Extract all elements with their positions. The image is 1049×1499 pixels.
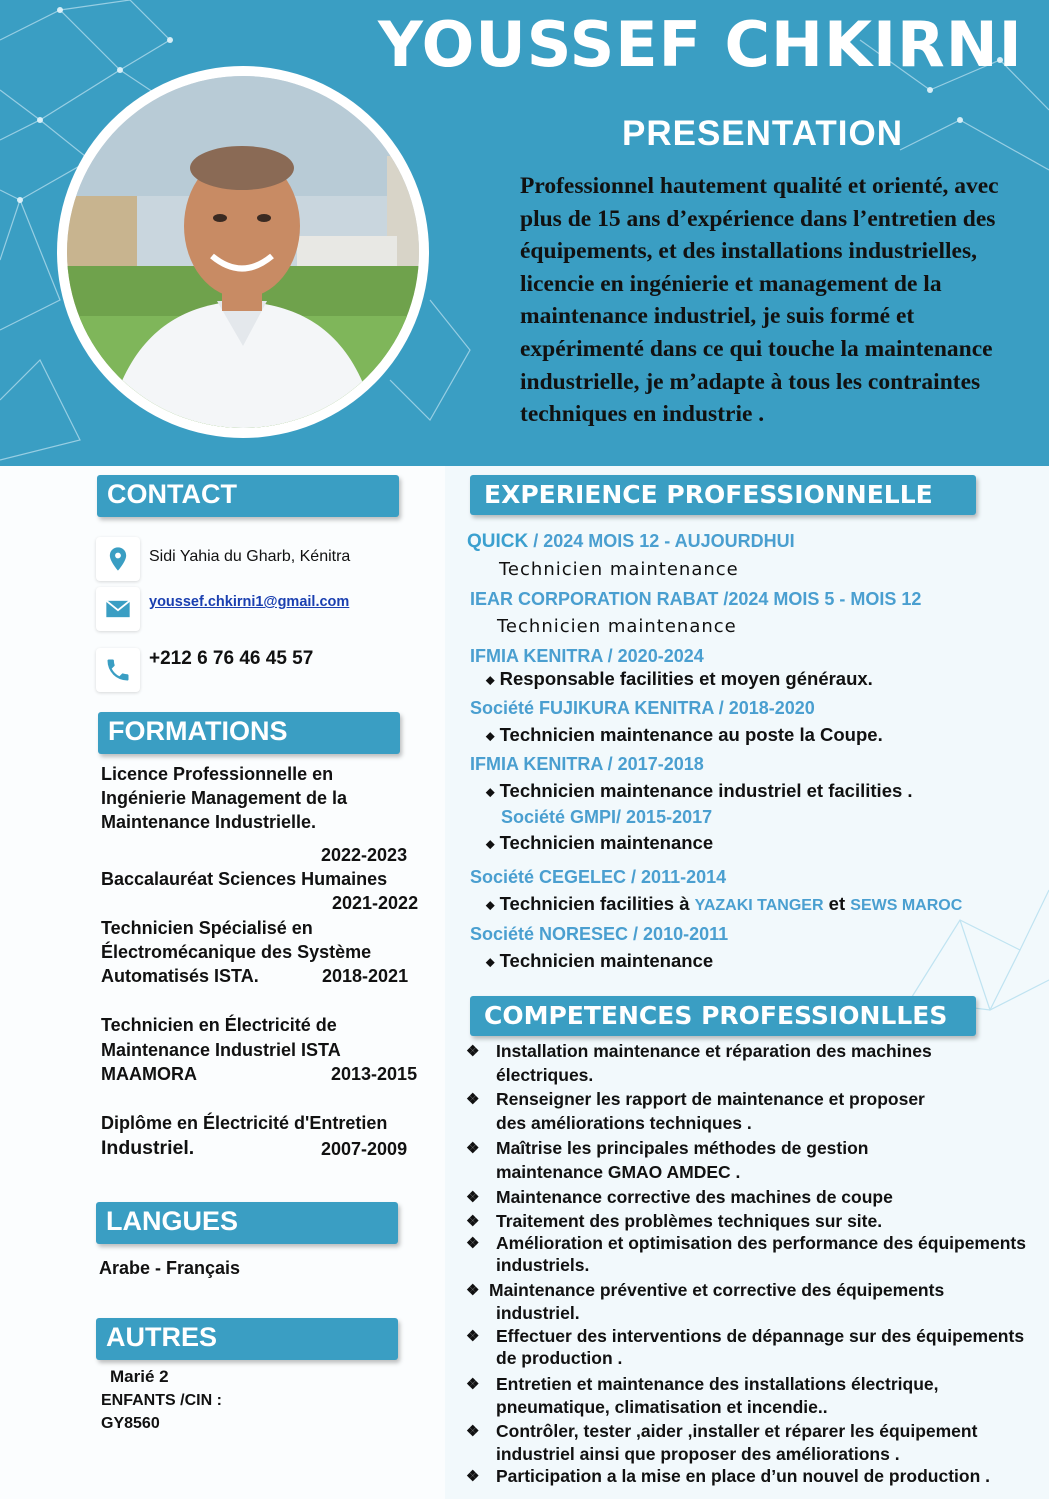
experience-role: ◆ Technicien facilities à YAZAKI TANGER et SEWS MAROC	[486, 893, 963, 914]
formation-line: Technicien Spécialisé en	[101, 918, 313, 938]
experience-role: ◆ Technicien maintenance	[486, 832, 714, 853]
experience-heading: IFMIA KENITRA / 2020-2024	[470, 646, 704, 666]
competence-text: Traitement des problèmes techniques sur site.	[496, 1211, 883, 1231]
diamond-bullet-icon: ❖	[466, 1189, 480, 1206]
contact-phone: +212 6 76 46 45 57	[149, 648, 314, 669]
presentation-line: industrielle, je m’adapte à tous les contraintes	[520, 368, 981, 395]
competences-title-text: COMPETENCES PROFESSIONLLES	[484, 1001, 948, 1030]
autres-line: Marié 2	[110, 1367, 169, 1386]
formation-line: Licence Professionnelle en	[101, 764, 334, 784]
location-pin-icon	[96, 537, 140, 581]
competence-text: Contrôler, tester ,aider ,installer et réparer les équipement	[496, 1421, 978, 1441]
phone-icon	[96, 648, 140, 692]
competence-text: Entretien et maintenance des installations électrique,	[496, 1374, 939, 1394]
diamond-bullet-icon: ❖	[466, 1140, 480, 1157]
role-text: Technicien maintenance	[499, 950, 714, 971]
experience-role: ◆ Technicien maintenance	[486, 950, 714, 971]
experience-heading	[467, 531, 795, 553]
company-name: QUICK	[467, 531, 529, 552]
formation-year: 2018-2021	[322, 966, 409, 986]
presentation-line: plus de 15 ans d’expérience dans l’entretien des	[520, 205, 996, 232]
formations-section-title	[98, 712, 400, 754]
formation-line: Maintenance Industrielle.	[101, 812, 317, 832]
contact-address: Sidi Yahia du Gharb, Kénitra	[149, 548, 351, 565]
experience-title-text: EXPERIENCE PROFESSIONNELLE	[484, 480, 933, 509]
competence-text: Maintenance corrective des machines de coupe	[496, 1187, 893, 1207]
competence-text: Effectuer des interventions de dépannage sur des équipements	[496, 1326, 1025, 1346]
contact-email-link[interactable]: youssef.chkirni1@gmail.com	[149, 594, 350, 610]
experience-role: ◆ Technicien maintenance industriel et facilities .	[486, 780, 913, 801]
formation-line: Maintenance Industriel ISTA	[101, 1040, 341, 1060]
experience-section-title	[470, 475, 976, 515]
competence-text: Participation a la mise en place d’un nouvel de production .	[496, 1466, 990, 1486]
formation-line: Technicien en Électricité de	[101, 1015, 337, 1035]
presentation-line: maintenance industriel, je suis formé et	[520, 303, 915, 330]
competence-text: des améliorations techniques .	[496, 1113, 752, 1133]
autres-line: GY8560	[101, 1415, 160, 1432]
company-highlight: SEWS MAROC	[850, 897, 963, 914]
role-text: et	[823, 893, 851, 914]
competence-text: industriels.	[496, 1255, 590, 1275]
competence-text: électriques.	[496, 1065, 594, 1085]
competence-text: industriel ainsi que proposer des améliorations .	[496, 1444, 900, 1464]
experience-heading: IFMIA KENITRA / 2017-2018	[470, 754, 704, 774]
competence-text: maintenance GMAO AMDEC .	[496, 1162, 741, 1182]
langues-section-title	[96, 1202, 398, 1244]
presentation-title: PRESENTATION	[622, 114, 903, 153]
company-highlight: YAZAKI TANGER	[694, 897, 824, 914]
experience-heading: IEAR CORPORATION RABAT /2024 MOIS 5 - MOIS 12	[470, 589, 922, 609]
competence-text: Maintenance préventive et corrective des équipements	[489, 1280, 945, 1300]
experience-role: Technicien maintenance	[499, 559, 739, 580]
formation-line: Ingénierie Management de la	[101, 788, 348, 808]
formation-line: Baccalauréat Sciences Humaines	[101, 869, 388, 889]
presentation-line: équipements, et des installations industrielles,	[520, 238, 977, 265]
role-text: Technicien facilities à	[499, 893, 695, 914]
autres-title-text: AUTRES	[106, 1322, 218, 1352]
presentation-line: expérimenté dans ce qui touche la maintenance	[520, 335, 993, 362]
formation-line: Diplôme en Électricité d'Entretien	[101, 1113, 388, 1133]
experience-heading: Société GMPI/ 2015-2017	[501, 807, 713, 827]
diamond-bullet-icon: ❖	[466, 1376, 480, 1393]
role-text: Responsable facilities et moyen généraux.	[499, 668, 873, 689]
experience-heading: Société CEGELEC / 2011-2014	[470, 867, 727, 887]
presentation-text	[520, 170, 1049, 431]
diamond-bullet-icon: ❖	[466, 1468, 480, 1485]
diamond-bullet-icon: ❖	[466, 1328, 480, 1345]
formations-title-text: FORMATIONS	[108, 716, 288, 746]
experience-heading: Société FUJIKURA KENITRA / 2018-2020	[470, 698, 815, 718]
envelope-icon	[96, 587, 140, 631]
diamond-bullet-icon: ❖	[466, 1043, 480, 1060]
diamond-bullet-icon: ❖	[466, 1213, 480, 1230]
role-text: Technicien maintenance	[499, 832, 714, 853]
formation-year: 2022-2023	[321, 845, 408, 865]
full-name: YOUSSEF CHKIRNI	[378, 8, 1023, 81]
formation-year: 2007-2009	[321, 1139, 408, 1159]
competences-section-title	[470, 996, 976, 1036]
competence-text: Renseigner les rapport de maintenance et proposer	[496, 1089, 925, 1109]
profile-photo	[67, 76, 419, 428]
presentation-line: techniques en industrie .	[520, 401, 765, 428]
role-text: Technicien maintenance au poste la Coupe.	[499, 724, 883, 745]
formation-line: Électromécanique des Système	[101, 942, 372, 962]
formation-year: 2021-2022	[332, 893, 419, 913]
contact-title-text: CONTACT	[107, 479, 237, 509]
formation-line: Automatisés ISTA.	[101, 966, 259, 986]
diamond-bullet-icon: ❖	[466, 1423, 480, 1440]
langues-title-text: LANGUES	[106, 1206, 239, 1236]
role-text: Technicien maintenance industriel et facilities .	[499, 780, 913, 801]
experience-period: / 2024 MOIS 12 - AUJOURDHUI	[528, 531, 795, 551]
langues-value: Arabe - Français	[99, 1258, 241, 1278]
presentation-line: Professionnel hautement qualité et orienté, avec	[520, 173, 999, 199]
formation-year: 2013-2015	[331, 1064, 418, 1084]
formation-line: Industriel.	[101, 1137, 195, 1159]
competence-text: de production .	[496, 1348, 623, 1368]
competence-text: Installation maintenance et réparation des machines	[496, 1041, 932, 1061]
contact-section-title	[97, 475, 399, 517]
diamond-bullet-icon: ❖	[466, 1235, 480, 1252]
competence-text: Amélioration et optimisation des performance des équipements	[496, 1233, 1026, 1253]
competence-text: Maîtrise les principales méthodes de gestion	[496, 1138, 869, 1158]
formation-line: MAAMORA	[101, 1064, 197, 1084]
competence-text: industriel.	[496, 1303, 580, 1323]
diamond-bullet-icon: ❖	[466, 1091, 480, 1108]
competence-text: pneumatique, climatisation et incendie..	[496, 1397, 828, 1417]
autres-section-title	[96, 1318, 398, 1360]
presentation-line: licencie en ingénierie et management de la	[520, 270, 942, 297]
experience-role: ◆ Responsable facilities et moyen généraux.	[486, 668, 873, 689]
diamond-bullet-icon: ❖	[466, 1282, 480, 1299]
experience-role: ◆ Technicien maintenance au poste la Coupe.	[486, 724, 883, 745]
experience-role: Technicien maintenance	[497, 616, 737, 637]
autres-line: ENFANTS /CIN :	[101, 1392, 222, 1409]
header-banner	[0, 0, 1049, 466]
experience-heading: Société NORESEC / 2010-2011	[470, 924, 729, 944]
